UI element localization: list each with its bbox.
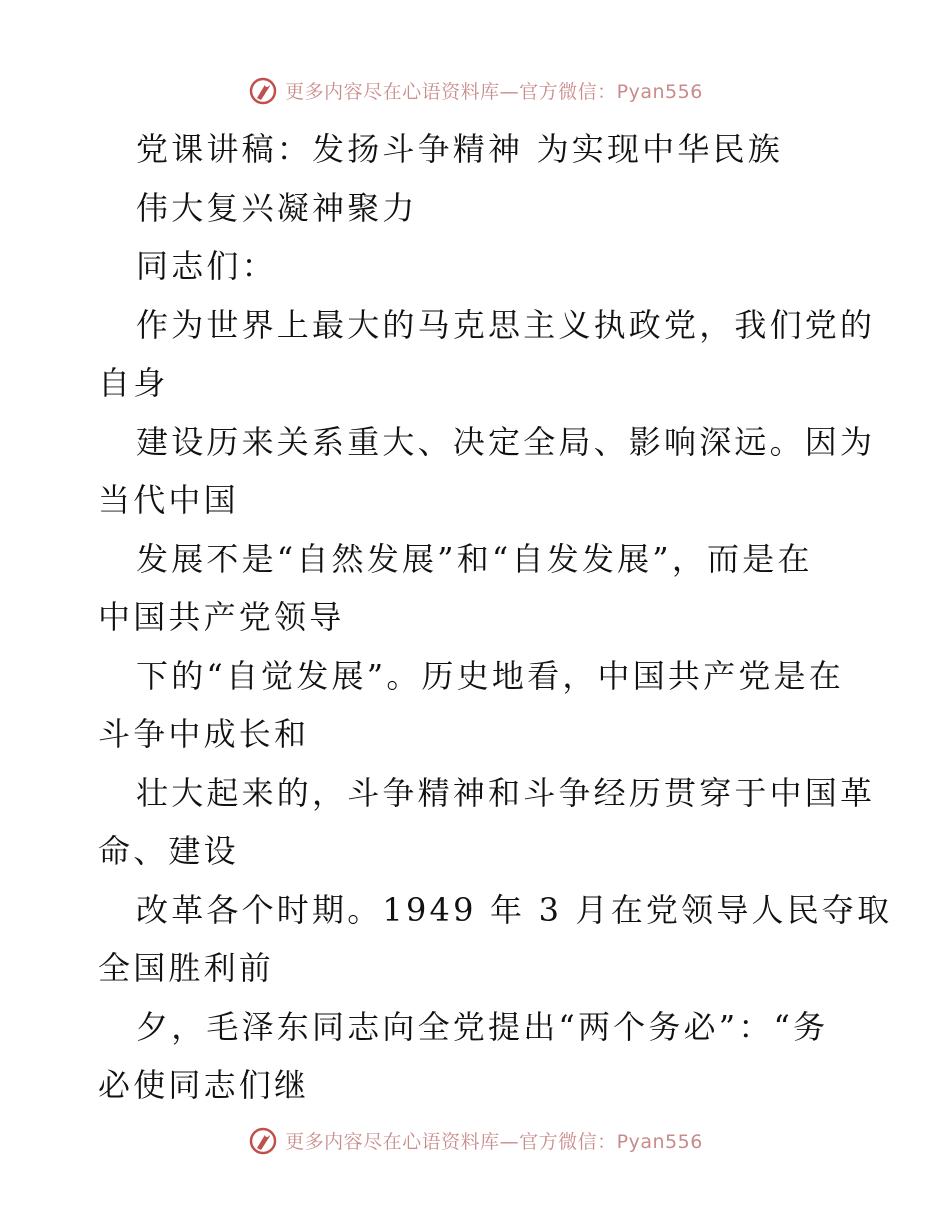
body-line: 发展不是“自然发展”和“自发发展”，而是在 <box>136 539 813 578</box>
footer-watermark <box>0 1120 950 1160</box>
document-title-line-1: 党课讲稿：发扬斗争精神 为实现中华民族 <box>136 130 783 168</box>
document-title-line-2: 伟大复兴凝神聚力 <box>136 188 418 227</box>
body-line: 夕，毛泽东同志向全党提出“两个务必”：“务 <box>136 1007 829 1046</box>
document-body <box>98 120 893 1115</box>
body-line: 自身 <box>98 364 169 402</box>
salutation: 同志们： <box>136 247 277 285</box>
watermark-text: 更多内容尽在心语资料库—官方微信：Pyan556 <box>285 1130 703 1153</box>
body-line: 壮大起来的，斗争精神和斗争经历贯穿于中国革 <box>136 773 876 812</box>
body-line: 命、建设 <box>98 832 239 870</box>
header-watermark <box>0 70 950 110</box>
body-line: 改革各个时期。1949 年 3 月在党领导人民夺取 <box>136 890 893 929</box>
body-line: 中国共产党领导 <box>98 598 345 636</box>
body-line: 建设历来关系重大、决定全局、影响深远。因为 <box>136 422 876 461</box>
body-line: 下的“自觉发展”。历史地看，中国共产党是在 <box>136 656 844 695</box>
body-line: 作为世界上最大的马克思主义执政党，我们党的 <box>136 305 876 344</box>
watermark-text: 更多内容尽在心语资料库—官方微信：Pyan556 <box>285 80 703 103</box>
body-line: 全国胜利前 <box>98 949 275 987</box>
pen-nib-logo-icon <box>247 74 279 106</box>
body-line: 斗争中成长和 <box>98 715 310 753</box>
pen-nib-logo-icon <box>247 1124 279 1156</box>
body-line: 必使同志们继 <box>98 1066 310 1104</box>
body-line: 当代中国 <box>98 481 239 519</box>
